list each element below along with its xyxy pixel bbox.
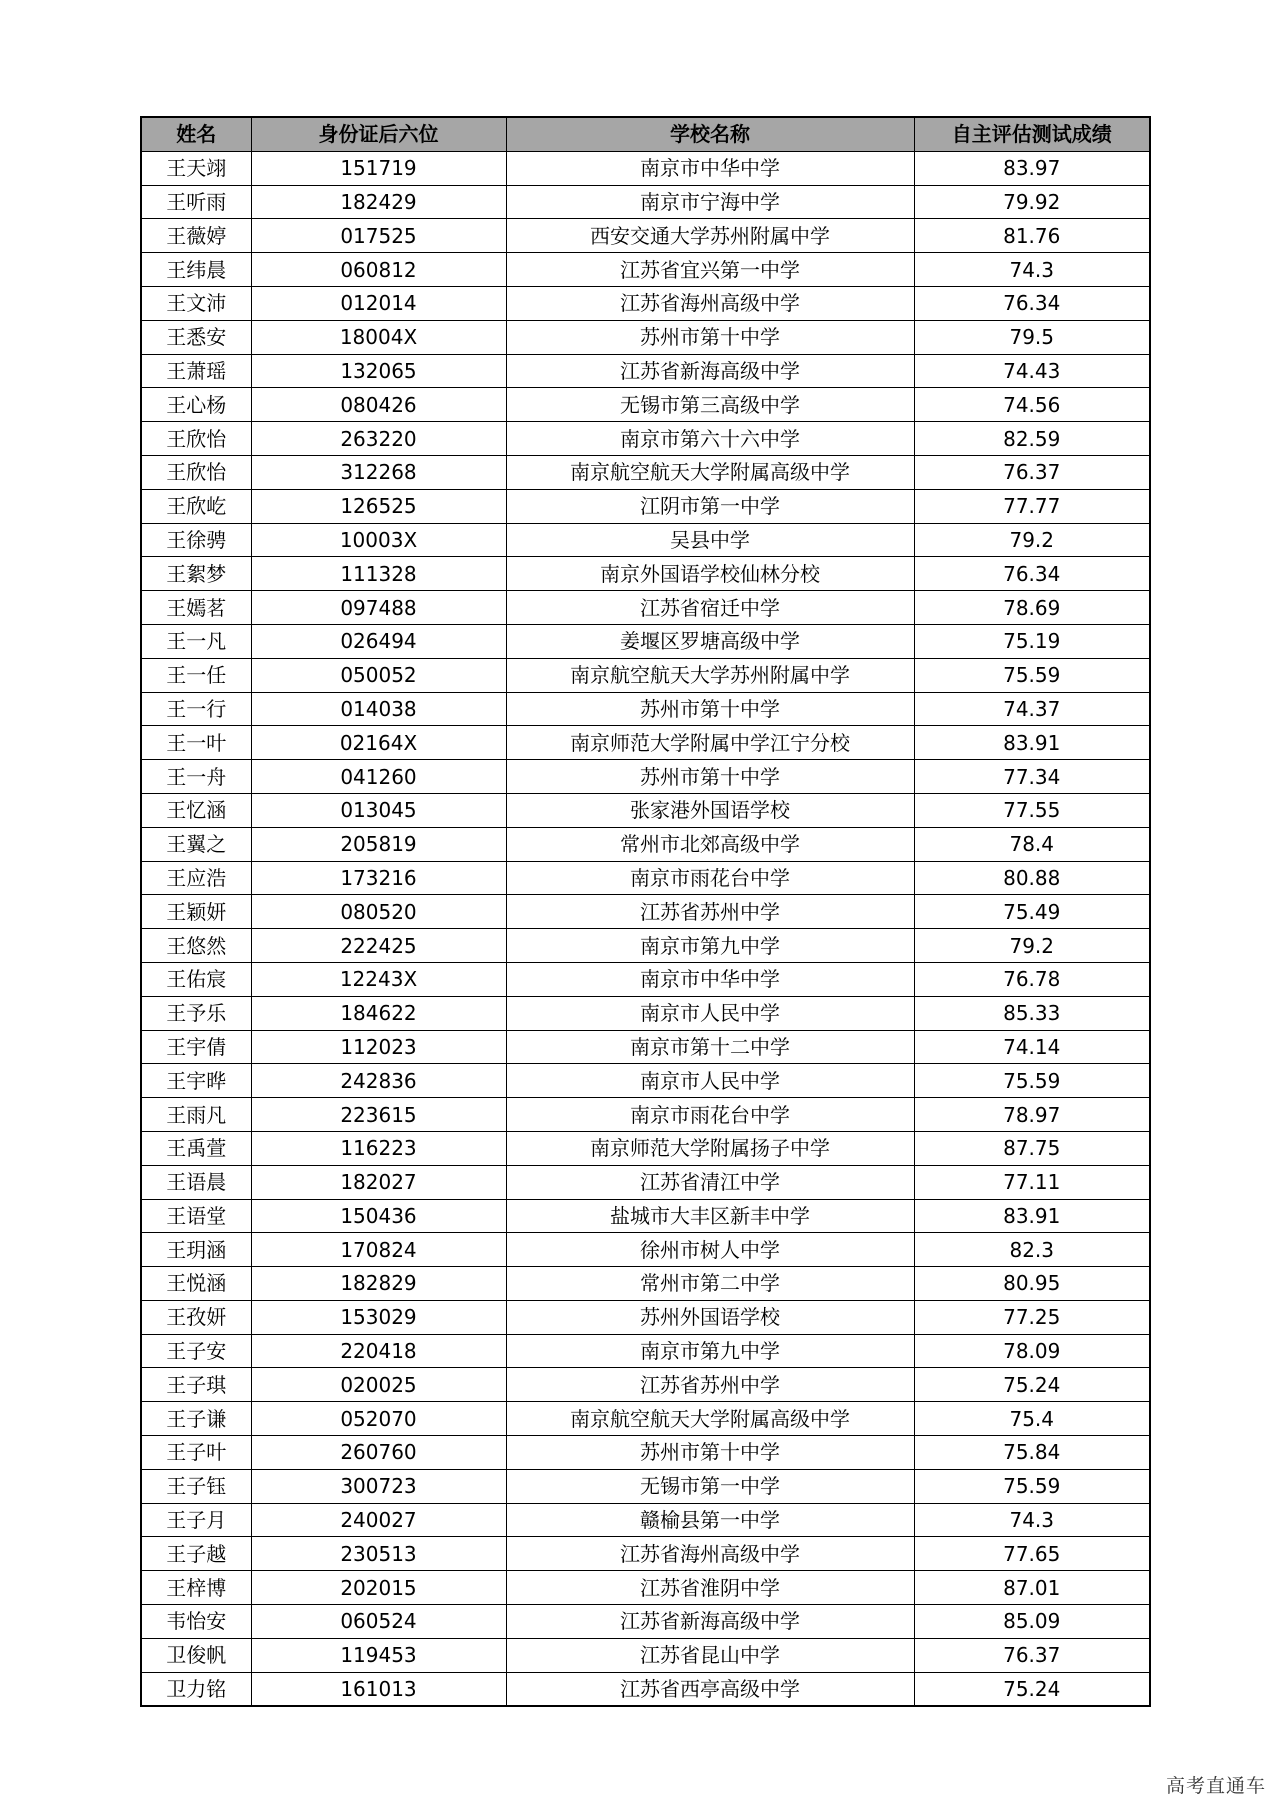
table-row bbox=[141, 1267, 1150, 1301]
cell-id-last-six: 014038 bbox=[251, 692, 506, 726]
cell-id-last-six: 170824 bbox=[251, 1233, 506, 1267]
cell-score: 75.84 bbox=[914, 1436, 1150, 1470]
cell-school-name: 江苏省海州高级中学 bbox=[506, 1537, 914, 1571]
cell-school-name: 南京航空航天大学附属高级中学 bbox=[506, 1402, 914, 1436]
header-school-name: 学校名称 bbox=[506, 117, 914, 151]
cell-id-last-six: 041260 bbox=[251, 760, 506, 794]
cell-score: 75.59 bbox=[914, 1469, 1150, 1503]
cell-school-name: 南京市宁海中学 bbox=[506, 185, 914, 219]
cell-name: 王子叶 bbox=[141, 1436, 251, 1470]
table-row bbox=[141, 185, 1150, 219]
watermark-text: 高考直通车 bbox=[1165, 1775, 1266, 1797]
cell-id-last-six: 205819 bbox=[251, 827, 506, 861]
cell-school-name: 南京市雨花台中学 bbox=[506, 1098, 914, 1132]
cell-name: 王语堂 bbox=[141, 1199, 251, 1233]
cell-id-last-six: 240027 bbox=[251, 1503, 506, 1537]
cell-id-last-six: 184622 bbox=[251, 996, 506, 1030]
cell-score: 77.65 bbox=[914, 1537, 1150, 1571]
cell-name: 王雨凡 bbox=[141, 1098, 251, 1132]
cell-school-name: 南京师范大学附属中学江宁分校 bbox=[506, 726, 914, 760]
cell-school-name: 徐州市树人中学 bbox=[506, 1233, 914, 1267]
header-name: 姓名 bbox=[141, 117, 251, 151]
cell-score: 83.91 bbox=[914, 1199, 1150, 1233]
cell-school-name: 南京市中华中学 bbox=[506, 151, 914, 185]
table-row bbox=[141, 929, 1150, 963]
cell-name: 卫俊帆 bbox=[141, 1638, 251, 1672]
table-row bbox=[141, 320, 1150, 354]
table-row bbox=[141, 354, 1150, 388]
cell-id-last-six: 119453 bbox=[251, 1638, 506, 1672]
cell-id-last-six: 112023 bbox=[251, 1030, 506, 1064]
cell-name: 王语晨 bbox=[141, 1165, 251, 1199]
cell-score: 76.34 bbox=[914, 286, 1150, 320]
cell-score: 78.69 bbox=[914, 591, 1150, 625]
cell-score: 78.97 bbox=[914, 1098, 1150, 1132]
cell-school-name: 西安交通大学苏州附属中学 bbox=[506, 219, 914, 253]
cell-school-name: 南京市人民中学 bbox=[506, 996, 914, 1030]
cell-id-last-six: 222425 bbox=[251, 929, 506, 963]
cell-name: 王一任 bbox=[141, 658, 251, 692]
table-row bbox=[141, 253, 1150, 287]
table-row bbox=[141, 286, 1150, 320]
table-row bbox=[141, 422, 1150, 456]
cell-score: 74.43 bbox=[914, 354, 1150, 388]
cell-id-last-six: 223615 bbox=[251, 1098, 506, 1132]
cell-school-name: 南京航空航天大学苏州附属中学 bbox=[506, 658, 914, 692]
cell-score: 87.75 bbox=[914, 1131, 1150, 1165]
cell-score: 76.78 bbox=[914, 962, 1150, 996]
cell-id-last-six: 116223 bbox=[251, 1131, 506, 1165]
cell-name: 王子越 bbox=[141, 1537, 251, 1571]
cell-score: 76.34 bbox=[914, 557, 1150, 591]
cell-id-last-six: 132065 bbox=[251, 354, 506, 388]
cell-score: 81.76 bbox=[914, 219, 1150, 253]
score-table-container bbox=[140, 116, 1149, 1707]
cell-school-name: 张家港外国语学校 bbox=[506, 793, 914, 827]
cell-id-last-six: 312268 bbox=[251, 455, 506, 489]
cell-name: 王应浩 bbox=[141, 861, 251, 895]
cell-id-last-six: 173216 bbox=[251, 861, 506, 895]
cell-name: 王欣屹 bbox=[141, 489, 251, 523]
cell-name: 王子琪 bbox=[141, 1368, 251, 1402]
table-row bbox=[141, 895, 1150, 929]
cell-school-name: 江苏省宜兴第一中学 bbox=[506, 253, 914, 287]
table-row bbox=[141, 1571, 1150, 1605]
cell-id-last-six: 020025 bbox=[251, 1368, 506, 1402]
cell-id-last-six: 182829 bbox=[251, 1267, 506, 1301]
cell-school-name: 苏州市第十中学 bbox=[506, 320, 914, 354]
cell-id-last-six: 052070 bbox=[251, 1402, 506, 1436]
table-row bbox=[141, 1030, 1150, 1064]
table-row bbox=[141, 1334, 1150, 1368]
table-row bbox=[141, 1605, 1150, 1639]
cell-school-name: 南京市中华中学 bbox=[506, 962, 914, 996]
table-row bbox=[141, 1233, 1150, 1267]
cell-name: 王文沛 bbox=[141, 286, 251, 320]
cell-id-last-six: 080426 bbox=[251, 388, 506, 422]
cell-id-last-six: 111328 bbox=[251, 557, 506, 591]
table-row bbox=[141, 1638, 1150, 1672]
cell-id-last-six: 050052 bbox=[251, 658, 506, 692]
table-row bbox=[141, 1098, 1150, 1132]
cell-school-name: 南京市第九中学 bbox=[506, 929, 914, 963]
header-id-last-six: 身份证后六位 bbox=[251, 117, 506, 151]
cell-school-name: 常州市北郊高级中学 bbox=[506, 827, 914, 861]
cell-name: 王忆涵 bbox=[141, 793, 251, 827]
cell-name: 王宇晔 bbox=[141, 1064, 251, 1098]
cell-score: 79.2 bbox=[914, 523, 1150, 557]
cell-school-name: 江阴市第一中学 bbox=[506, 489, 914, 523]
cell-score: 85.33 bbox=[914, 996, 1150, 1030]
cell-score: 75.24 bbox=[914, 1368, 1150, 1402]
table-row bbox=[141, 624, 1150, 658]
cell-score: 75.24 bbox=[914, 1672, 1150, 1706]
table-row bbox=[141, 523, 1150, 557]
cell-name: 王欣怡 bbox=[141, 455, 251, 489]
cell-score: 85.09 bbox=[914, 1605, 1150, 1639]
table-row bbox=[141, 1436, 1150, 1470]
cell-school-name: 南京市第九中学 bbox=[506, 1334, 914, 1368]
cell-school-name: 江苏省苏州中学 bbox=[506, 895, 914, 929]
cell-id-last-six: 097488 bbox=[251, 591, 506, 625]
cell-name: 王欣怡 bbox=[141, 422, 251, 456]
table-body bbox=[141, 151, 1150, 1706]
cell-score: 80.88 bbox=[914, 861, 1150, 895]
table-row bbox=[141, 557, 1150, 591]
table-row bbox=[141, 658, 1150, 692]
cell-score: 82.3 bbox=[914, 1233, 1150, 1267]
table-row bbox=[141, 1368, 1150, 1402]
table-row bbox=[141, 1131, 1150, 1165]
cell-school-name: 常州市第二中学 bbox=[506, 1267, 914, 1301]
cell-name: 王徐骋 bbox=[141, 523, 251, 557]
cell-score: 75.49 bbox=[914, 895, 1150, 929]
header-score: 自主评估测试成绩 bbox=[914, 117, 1150, 151]
cell-score: 74.37 bbox=[914, 692, 1150, 726]
cell-name: 韦怡安 bbox=[141, 1605, 251, 1639]
cell-score: 79.5 bbox=[914, 320, 1150, 354]
cell-school-name: 江苏省宿迁中学 bbox=[506, 591, 914, 625]
table-row bbox=[141, 151, 1150, 185]
cell-score: 78.09 bbox=[914, 1334, 1150, 1368]
cell-school-name: 江苏省淮阴中学 bbox=[506, 1571, 914, 1605]
table-row bbox=[141, 726, 1150, 760]
cell-score: 83.91 bbox=[914, 726, 1150, 760]
cell-score: 79.92 bbox=[914, 185, 1150, 219]
cell-school-name: 江苏省新海高级中学 bbox=[506, 1605, 914, 1639]
table-header bbox=[141, 117, 1150, 151]
cell-school-name: 赣榆县第一中学 bbox=[506, 1503, 914, 1537]
cell-school-name: 南京师范大学附属扬子中学 bbox=[506, 1131, 914, 1165]
cell-score: 76.37 bbox=[914, 455, 1150, 489]
table-row bbox=[141, 962, 1150, 996]
cell-id-last-six: 150436 bbox=[251, 1199, 506, 1233]
cell-name: 王一凡 bbox=[141, 624, 251, 658]
cell-id-last-six: 242836 bbox=[251, 1064, 506, 1098]
table-row bbox=[141, 1165, 1150, 1199]
cell-id-last-six: 026494 bbox=[251, 624, 506, 658]
cell-name: 王禹萱 bbox=[141, 1131, 251, 1165]
cell-name: 王玥涵 bbox=[141, 1233, 251, 1267]
table-row bbox=[141, 996, 1150, 1030]
cell-score: 78.4 bbox=[914, 827, 1150, 861]
cell-name: 王颖妍 bbox=[141, 895, 251, 929]
cell-name: 王子钰 bbox=[141, 1469, 251, 1503]
cell-school-name: 苏州市第十中学 bbox=[506, 760, 914, 794]
cell-name: 王天翊 bbox=[141, 151, 251, 185]
cell-score: 79.2 bbox=[914, 929, 1150, 963]
cell-id-last-six: 220418 bbox=[251, 1334, 506, 1368]
table-row bbox=[141, 1469, 1150, 1503]
cell-id-last-six: 12243X bbox=[251, 962, 506, 996]
cell-school-name: 吴县中学 bbox=[506, 523, 914, 557]
table-row bbox=[141, 455, 1150, 489]
cell-name: 王薇婷 bbox=[141, 219, 251, 253]
cell-id-last-six: 300723 bbox=[251, 1469, 506, 1503]
cell-school-name: 江苏省新海高级中学 bbox=[506, 354, 914, 388]
cell-score: 77.11 bbox=[914, 1165, 1150, 1199]
table-row bbox=[141, 1402, 1150, 1436]
cell-score: 82.59 bbox=[914, 422, 1150, 456]
cell-id-last-six: 060524 bbox=[251, 1605, 506, 1639]
cell-name: 王佑宸 bbox=[141, 962, 251, 996]
cell-id-last-six: 013045 bbox=[251, 793, 506, 827]
cell-name: 王孜妍 bbox=[141, 1300, 251, 1334]
cell-score: 75.19 bbox=[914, 624, 1150, 658]
cell-school-name: 江苏省清江中学 bbox=[506, 1165, 914, 1199]
cell-name: 王宇倩 bbox=[141, 1030, 251, 1064]
cell-name: 王悉安 bbox=[141, 320, 251, 354]
cell-school-name: 南京市第六十六中学 bbox=[506, 422, 914, 456]
table-row bbox=[141, 692, 1150, 726]
cell-score: 74.14 bbox=[914, 1030, 1150, 1064]
cell-score: 77.34 bbox=[914, 760, 1150, 794]
cell-name: 王嫣茗 bbox=[141, 591, 251, 625]
cell-name: 王子安 bbox=[141, 1334, 251, 1368]
cell-id-last-six: 126525 bbox=[251, 489, 506, 523]
table-row bbox=[141, 861, 1150, 895]
cell-school-name: 南京外国语学校仙林分校 bbox=[506, 557, 914, 591]
cell-name: 王翼之 bbox=[141, 827, 251, 861]
table-row bbox=[141, 1537, 1150, 1571]
cell-name: 王一舟 bbox=[141, 760, 251, 794]
table-row bbox=[141, 1199, 1150, 1233]
table-row bbox=[141, 489, 1150, 523]
cell-name: 王一行 bbox=[141, 692, 251, 726]
cell-id-last-six: 230513 bbox=[251, 1537, 506, 1571]
cell-school-name: 苏州市第十中学 bbox=[506, 692, 914, 726]
table-row bbox=[141, 1300, 1150, 1334]
cell-id-last-six: 02164X bbox=[251, 726, 506, 760]
cell-school-name: 南京航空航天大学附属高级中学 bbox=[506, 455, 914, 489]
cell-id-last-six: 182027 bbox=[251, 1165, 506, 1199]
cell-name: 王心杨 bbox=[141, 388, 251, 422]
score-table bbox=[140, 116, 1151, 1707]
cell-school-name: 江苏省西亭高级中学 bbox=[506, 1672, 914, 1706]
cell-score: 74.3 bbox=[914, 1503, 1150, 1537]
cell-school-name: 南京市人民中学 bbox=[506, 1064, 914, 1098]
cell-school-name: 姜堰区罗塘高级中学 bbox=[506, 624, 914, 658]
cell-school-name: 江苏省海州高级中学 bbox=[506, 286, 914, 320]
cell-score: 80.95 bbox=[914, 1267, 1150, 1301]
cell-school-name: 苏州外国语学校 bbox=[506, 1300, 914, 1334]
table-row bbox=[141, 827, 1150, 861]
cell-school-name: 无锡市第三高级中学 bbox=[506, 388, 914, 422]
cell-score: 83.97 bbox=[914, 151, 1150, 185]
cell-id-last-six: 080520 bbox=[251, 895, 506, 929]
cell-score: 75.59 bbox=[914, 1064, 1150, 1098]
cell-school-name: 南京市第十二中学 bbox=[506, 1030, 914, 1064]
cell-name: 王子谦 bbox=[141, 1402, 251, 1436]
cell-id-last-six: 10003X bbox=[251, 523, 506, 557]
cell-school-name: 江苏省昆山中学 bbox=[506, 1638, 914, 1672]
cell-id-last-six: 18004X bbox=[251, 320, 506, 354]
table-row bbox=[141, 591, 1150, 625]
cell-id-last-six: 260760 bbox=[251, 1436, 506, 1470]
table-row bbox=[141, 760, 1150, 794]
cell-score: 75.59 bbox=[914, 658, 1150, 692]
cell-name: 王梓博 bbox=[141, 1571, 251, 1605]
cell-name: 王悦涵 bbox=[141, 1267, 251, 1301]
header-row bbox=[141, 117, 1150, 151]
cell-name: 王悠然 bbox=[141, 929, 251, 963]
cell-name: 王萧瑶 bbox=[141, 354, 251, 388]
cell-name: 卫力铭 bbox=[141, 1672, 251, 1706]
cell-id-last-six: 202015 bbox=[251, 1571, 506, 1605]
cell-score: 76.37 bbox=[914, 1638, 1150, 1672]
cell-id-last-six: 017525 bbox=[251, 219, 506, 253]
table-row bbox=[141, 388, 1150, 422]
cell-school-name: 江苏省苏州中学 bbox=[506, 1368, 914, 1402]
cell-score: 75.4 bbox=[914, 1402, 1150, 1436]
cell-id-last-six: 182429 bbox=[251, 185, 506, 219]
cell-name: 王予乐 bbox=[141, 996, 251, 1030]
cell-id-last-six: 012014 bbox=[251, 286, 506, 320]
table-row bbox=[141, 219, 1150, 253]
table-row bbox=[141, 1672, 1150, 1706]
cell-id-last-six: 161013 bbox=[251, 1672, 506, 1706]
cell-name: 王絮梦 bbox=[141, 557, 251, 591]
cell-score: 74.3 bbox=[914, 253, 1150, 287]
table-row bbox=[141, 793, 1150, 827]
cell-id-last-six: 151719 bbox=[251, 151, 506, 185]
cell-school-name: 苏州市第十中学 bbox=[506, 1436, 914, 1470]
cell-name: 王听雨 bbox=[141, 185, 251, 219]
cell-school-name: 南京市雨花台中学 bbox=[506, 861, 914, 895]
cell-score: 77.25 bbox=[914, 1300, 1150, 1334]
cell-score: 74.56 bbox=[914, 388, 1150, 422]
cell-school-name: 无锡市第一中学 bbox=[506, 1469, 914, 1503]
cell-name: 王纬晨 bbox=[141, 253, 251, 287]
cell-id-last-six: 153029 bbox=[251, 1300, 506, 1334]
cell-name: 王子月 bbox=[141, 1503, 251, 1537]
table-row bbox=[141, 1064, 1150, 1098]
cell-school-name: 盐城市大丰区新丰中学 bbox=[506, 1199, 914, 1233]
cell-name: 王一叶 bbox=[141, 726, 251, 760]
cell-score: 77.77 bbox=[914, 489, 1150, 523]
table-row bbox=[141, 1503, 1150, 1537]
cell-id-last-six: 263220 bbox=[251, 422, 506, 456]
cell-score: 87.01 bbox=[914, 1571, 1150, 1605]
cell-score: 77.55 bbox=[914, 793, 1150, 827]
cell-id-last-six: 060812 bbox=[251, 253, 506, 287]
